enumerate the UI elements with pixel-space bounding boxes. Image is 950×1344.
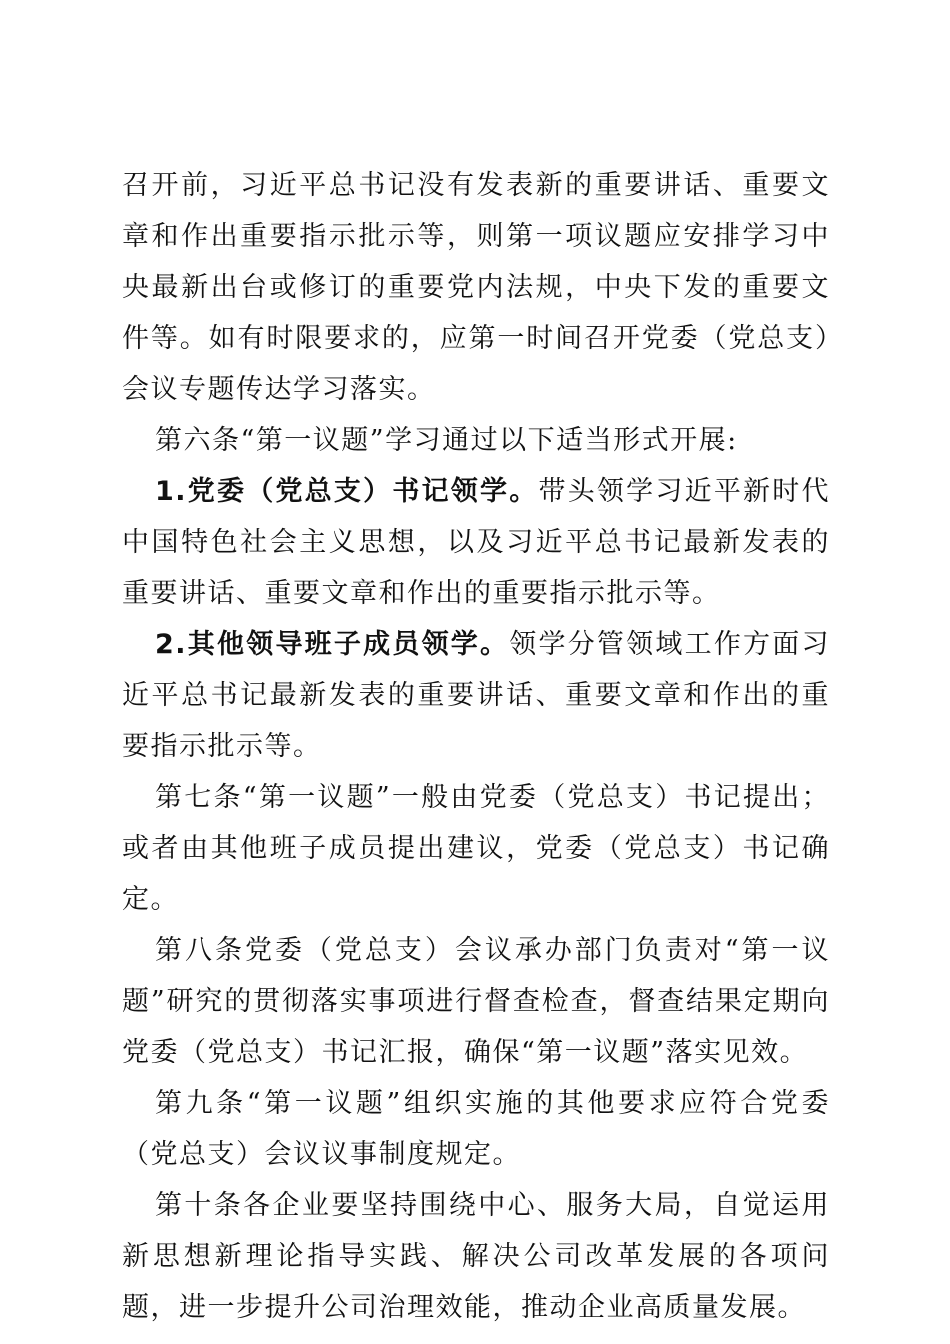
paragraph-item-1 xyxy=(122,466,830,619)
document-body xyxy=(122,160,830,1333)
paragraph-article-8: 第八条党委（党总支）会议承办部门负责对“第一议题”研究的贯彻落实事项进行督查检查，督查结果定期向党委（党总支）书记汇报，确保“第一议题”落实见效。 xyxy=(122,935,830,1068)
paragraph-article-10: 第十条各企业要坚持围绕中心、服务大局，自觉运用新思想新理论指导实践、解决公司改革发展的各项问题，进一步提升公司治理效能，推动企业高质量发展。 xyxy=(122,1190,830,1323)
paragraph-continuation: 召开前，习近平总书记没有发表新的重要讲话、重要文章和作出重要指示批示等，则第一项议题应安排学习中央最新出台或修订的重要党内法规，中央下发的重要文件等。如有时限要求的，应第一时间召开党委（党总支）会议专题传达学习落实。 xyxy=(122,170,830,405)
item-2-lead: 2.其他领导班子成员领学。 xyxy=(155,629,510,660)
paragraph-article-6: 第六条“第一议题”学习通过以下适当形式开展: xyxy=(155,425,738,456)
paragraph-article-9: 第九条“第一议题”组织实施的其他要求应符合党委（党总支）会议议事制度规定。 xyxy=(122,1088,830,1170)
paragraph-item-2 xyxy=(122,619,830,772)
paragraph-article-7: 第七条“第一议题”一般由党委（党总支）书记提出；或者由其他班子成员提出建议，党委（党总支）书记确定。 xyxy=(122,782,830,915)
item-1-text: 带头领学习近平新时代中国特色社会主义思想，以及习近平总书记最新发表的重要讲话、重要文章和作出的重要指示批示等。 xyxy=(122,476,831,609)
item-1-lead: 1.党委（党总支）书记领学。 xyxy=(155,476,539,507)
item-2-text: 领学分管领域工作方面习近平总书记最新发表的重要讲话、重要文章和作出的重要指示批示等。 xyxy=(122,629,831,762)
